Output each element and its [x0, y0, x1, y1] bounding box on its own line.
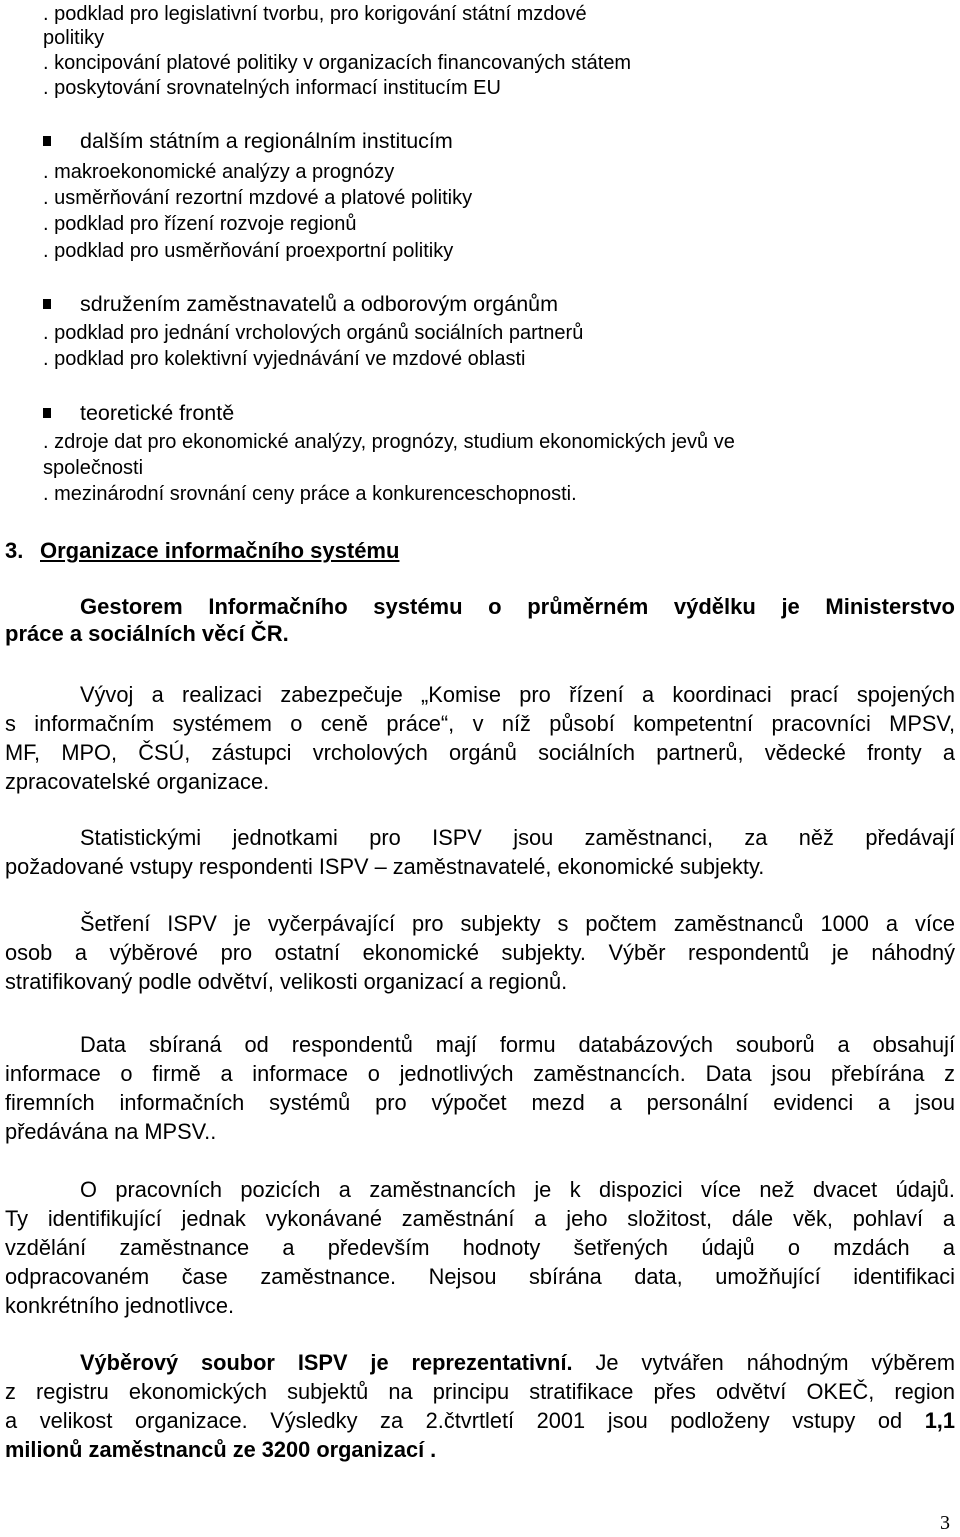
bold-phrase: Výběrový soubor ISPV je reprezentativní.	[80, 1350, 573, 1375]
square-bullet-icon	[43, 136, 51, 146]
page-number: 3	[940, 1512, 950, 1534]
text-run: a velikost organizace	[5, 1408, 242, 1433]
text-run: . Výsledky za 2.čtvrtletí 2001 jsou podloženy vstupy od	[241, 1408, 925, 1433]
paragraph-line: informace o firmě a informace o jednotlivých zaměstnancích. Data jsou přebírána z	[5, 1061, 955, 1086]
paragraph-line: MF, MPO, ČSÚ, zástupci vrcholových orgánů sociálních partnerů, vědecké fronty a	[5, 740, 955, 765]
paragraph-line: Gestorem Informačního systému o průměrném výdělku je Ministerstvo	[80, 594, 955, 619]
list-item: . makroekonomické analýzy a prognózy	[43, 161, 395, 183]
list-item: . koncipování platové politiky v organizacích financovaných státem	[43, 52, 632, 74]
paragraph-line: Data sbíraná od respondentů mají formu databázových souborů a obsahují	[80, 1032, 955, 1057]
group-heading: teoretické frontě	[80, 401, 235, 425]
square-bullet-icon	[43, 408, 51, 418]
paragraph-line: O pracovních pozicích a zaměstnancích je k dispozici více než dvacet údajů.	[80, 1177, 955, 1202]
list-item-continuation: společnosti	[43, 457, 144, 479]
group-heading: sdružením zaměstnavatelů a odborovým orgánům	[80, 292, 559, 316]
paragraph-line: zpracovatelské organizace.	[5, 769, 270, 794]
list-item: . podklad pro jednání vrcholových orgánů sociálních partnerů	[43, 322, 584, 344]
paragraph-line: Statistickými jednotkami pro ISPV jsou zaměstnanci, za něž předávají	[80, 825, 955, 850]
list-item-continuation: politiky	[43, 27, 105, 49]
list-item: . zdroje dat pro ekonomické analýzy, prognózy, studium ekonomických jevů ve	[43, 431, 735, 453]
paragraph-line: předávána na MPSV..	[5, 1119, 217, 1144]
section-title: Organizace informačního systému	[40, 538, 400, 563]
paragraph-line	[80, 1352, 955, 1374]
list-item: . podklad pro legislativní tvorbu, pro korigování státní mzdové	[43, 3, 587, 25]
square-bullet-icon	[43, 299, 51, 309]
paragraph-line: konkrétního jednotlivce.	[5, 1293, 235, 1318]
paragraph-line: osob a výběrové pro ostatní ekonomické subjekty. Výběr respondentů je náhodný	[5, 940, 955, 965]
paragraph-line: Ty identifikující jednak vykonávané zaměstnání a jeho složitost, dále věk, pohlaví a	[5, 1206, 955, 1231]
paragraph-line: s informačním systémem o ceně práce“, v níž působí kompetentní pracovníci MPSV,	[5, 711, 955, 736]
paragraph-line: požadované vstupy respondenti ISPV – zaměstnavatelé, ekonomické subjekty.	[5, 854, 765, 879]
paragraph-line: z registru ekonomických subjektů na principu stratifikace přes odvětví OKEČ, region	[5, 1379, 955, 1404]
section-number: 3.	[5, 538, 24, 563]
paragraph-line: Šetření ISPV je vyčerpávající pro subjekty s počtem zaměstnanců 1000 a více	[80, 911, 955, 936]
list-item: . poskytování srovnatelných informací institucím EU	[43, 77, 501, 99]
paragraph-line	[5, 1410, 955, 1432]
paragraph-line: vzdělání zaměstnance a především hodnoty šetřených údajů o mzdách a	[5, 1235, 955, 1260]
group-heading: dalším státním a regionálním institucím	[80, 129, 453, 153]
list-item: . mezinárodní srovnání ceny práce a konkurenceschopnosti.	[43, 483, 577, 505]
paragraph-line: Vývoj a realizaci zabezpečuje „Komise pro řízení a koordinaci prací spojených	[80, 682, 955, 707]
paragraph-line: odpracovaném čase zaměstnance. Nejsou sbírána data, umožňující identifikaci	[5, 1264, 955, 1289]
list-item: . podklad pro usměrňování proexportní politiky	[43, 240, 454, 262]
paragraph-line: práce a sociálních věcí ČR.	[5, 621, 289, 646]
list-item: . podklad pro kolektivní vyjednávání ve mzdové oblasti	[43, 348, 526, 370]
text-run: Je vytvářen náhodným výběrem	[572, 1350, 955, 1375]
paragraph-line: milionů zaměstnanců ze 3200 organizací .	[5, 1437, 437, 1462]
list-item: . usměrňování rezortní mzdové a platové politiky	[43, 187, 473, 209]
list-item: . podklad pro řízení rozvoje regionů	[43, 213, 357, 235]
paragraph-line: stratifikovaný podle odvětví, velikosti organizací a regionů.	[5, 969, 568, 994]
paragraph-line: firemních informačních systémů pro výpočet mezd a personální evidenci a jsou	[5, 1090, 955, 1115]
bold-phrase: 1,1	[924, 1408, 955, 1433]
